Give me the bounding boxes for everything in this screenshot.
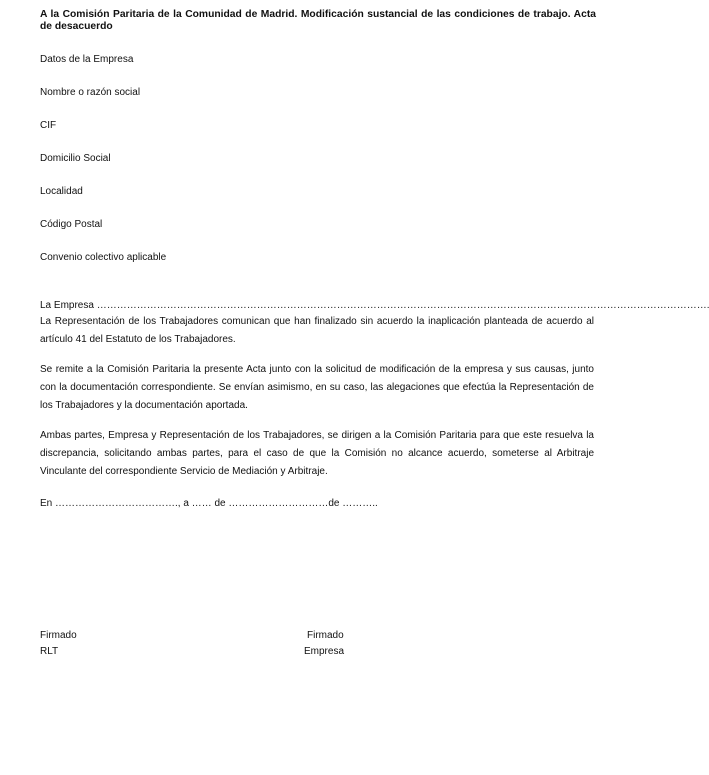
signature-right-label: Firmado xyxy=(307,630,344,641)
document-title: A la Comisión Paritaria de la Comunidad de Madrid. Modificación sustancial de las condiciones de trabajo. Acta de desacuerdo xyxy=(40,9,596,32)
date-line: En ………………………………., a …… de …………………………de ……….. xyxy=(40,498,378,509)
paragraph-inaplicacion: La Representación de los Trabajadores comunican que han finalizado sin acuerdo la inaplicación planteada de acuerdo al artículo 41 del Estatuto de los Trabajadores. xyxy=(40,316,594,345)
field-domicilio-social: Domicilio Social xyxy=(40,153,111,164)
signature-right-party: Empresa xyxy=(304,646,345,657)
paragraph-arbitraje: Ambas partes, Empresa y Representación de los Trabajadores, se dirigen a la Comisión Paritaria para que este resuelva la discrepancia, solicitando ambas partes, para el caso de que la Comisión no alcance acuerdo, someterse al Arbitraje Vinculante del correspondiente Servicio de Mediación y Arbitraje. xyxy=(40,430,594,477)
field-localidad: Localidad xyxy=(40,186,83,197)
signature-left-party: RLT xyxy=(40,646,59,657)
field-codigo-postal: Código Postal xyxy=(40,219,103,230)
field-datos-empresa: Datos de la Empresa xyxy=(40,54,134,65)
field-convenio-colectivo: Convenio colectivo aplicable xyxy=(40,252,167,263)
paragraph-remision: Se remite a la Comisión Paritaria la presente Acta junto con la solicitud de modificación de la empresa y sus causas, junto con la documentación correspondiente. Se envían asimismo, en su caso, las alegaciones que efectúa la Representación de los Trabajadores y la documentación aportada. xyxy=(40,364,594,411)
field-cif: CIF xyxy=(40,120,57,131)
signature-left-label: Firmado xyxy=(40,630,77,641)
empresa-line: La Empresa …………………………………………………………………………………………………………………………………………………………………. xyxy=(40,300,709,311)
field-nombre-razon-social: Nombre o razón social xyxy=(40,87,141,98)
